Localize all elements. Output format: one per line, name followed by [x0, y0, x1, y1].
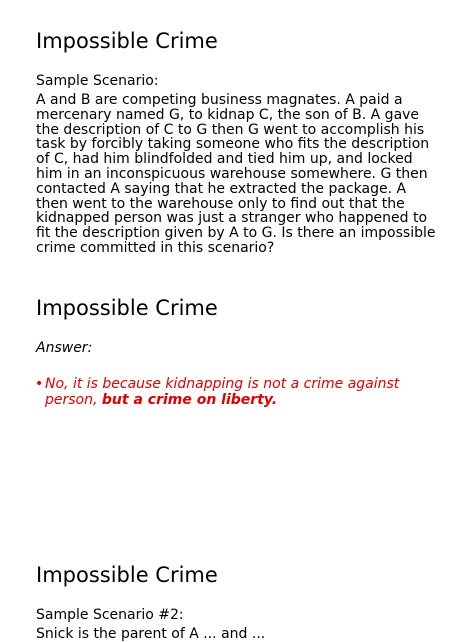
- answer-text: No, it is because kidnapping is not a crime against person,: [45, 376, 400, 408]
- slide-2: [36, 295, 438, 408]
- slide-2-title: Impossible Crime: [36, 296, 218, 320]
- slide-1-scenario-text: A and B are competing business magnates. A paid a mercenary named G, to kidnap C, the son of B. A gave the description of C to G then G went to accomplish his task by forcibly taking someone who fits the description of C, had him blindfolded and tied him up, and locked him in an inconspicuous warehouse somewhere. G then contacted A saying that he extracted the package. A then went to the warehouse only to find out that the kidnapped person was just a stranger who happened to fit the description given by A to G. Is there an impossible crime committed in this scenario?: [36, 92, 436, 256]
- slide-1: [36, 28, 438, 256]
- slide-3-title: Impossible Crime: [36, 563, 218, 587]
- bullet-dot: •: [35, 376, 44, 392]
- slide-3-partial-text: Snick is the parent of A ... and ...: [36, 626, 266, 642]
- slide-3: [36, 562, 438, 642]
- slide-1-label: Sample Scenario:: [36, 73, 159, 89]
- answer-bold-text: but a crime on liberty.: [101, 391, 278, 408]
- slide-2-answer-label: Answer:: [36, 340, 93, 356]
- slide-1-title: Impossible Crime: [36, 29, 218, 53]
- answer-bullet: [36, 377, 438, 408]
- slide-3-label: Sample Scenario #2:: [36, 607, 184, 623]
